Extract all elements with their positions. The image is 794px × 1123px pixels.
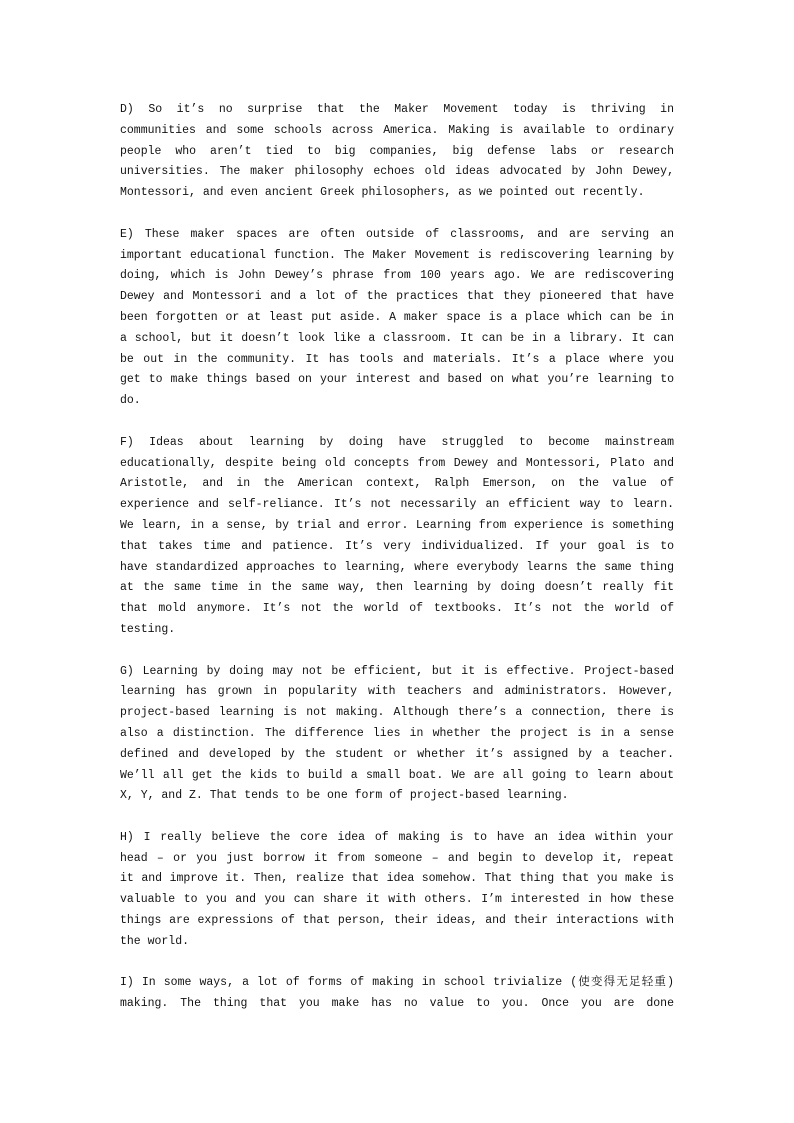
text-line: also a distinction. The difference lies in whether the project is in a sense (120, 726, 674, 740)
text-line: get to make things based on your interest and based on what you’re learning to (120, 373, 674, 387)
text-line: I) In some ways, a lot of forms of making in school trivialize (使变得无足轻重) (120, 976, 674, 990)
paragraph-g (120, 662, 674, 808)
text-line: E) These maker spaces are often outside of classrooms, and are serving an (120, 227, 674, 241)
text-line: valuable to you and you can share it with others. I’m interested in how these (120, 893, 674, 907)
text-line: D) So it’s no surprise that the Maker Movement today is thriving in (120, 103, 674, 116)
text-line: at the same time in the same way, then learning by doing doesn’t really fit (120, 581, 674, 595)
text-line: We’ll all get the kids to build a small boat. We are all going to learn about (120, 768, 674, 782)
text-line: people who aren’t tied to big companies, big defense labs or research (120, 144, 674, 158)
text-line: defined and developed by the student or whether it’s assigned by a teacher. (120, 747, 674, 761)
text-line: been forgotten or at least put aside. A maker space is a place which can be in (120, 310, 674, 324)
text-line: a school, but it doesn’t look like a classroom. It can be in a library. It can (120, 331, 674, 345)
text-line: have standardized approaches to learning, where everybody learns the same thing (120, 560, 674, 574)
text-line: things are expressions of that person, their ideas, and their interactions with (120, 914, 674, 928)
paragraph-f (120, 433, 674, 641)
text-line: project-based learning is not making. Although there’s a connection, there is (120, 706, 674, 720)
text-line: We learn, in a sense, by trial and error. Learning from experience is something (120, 518, 674, 532)
text-line: that mold anymore. It’s not the world of textbooks. It’s not the world of (120, 602, 674, 616)
text-line: testing. (120, 622, 176, 636)
text-line: F) Ideas about learning by doing have struggled to become mainstream (120, 435, 674, 449)
text-line: important educational function. The Maker Movement is rediscovering learning by (120, 248, 674, 262)
text-line: head – or you just borrow it from someone – and begin to develop it, repeat (120, 851, 674, 865)
text-line: that takes time and patience. It’s very individualized. If your goal is to (120, 539, 674, 553)
text-line: do. (120, 394, 141, 408)
text-line: universities. The maker philosophy echoes old ideas advocated by John Dewey, (120, 165, 674, 179)
text-line: be out in the community. It has tools and materials. It’s a place where you (120, 352, 674, 366)
text-line: X, Y, and Z. That tends to be one form of project-based learning. (120, 789, 569, 803)
paragraph-d (120, 100, 674, 204)
paragraph-e (120, 225, 674, 412)
text-line: Aristotle, and in the American context, Ralph Emerson, on the value of (120, 477, 674, 491)
text-line: it and improve it. Then, realize that idea somehow. That thing that you make is (120, 872, 674, 886)
text-line: communities and some schools across America. Making is available to ordinary (120, 123, 674, 137)
text-line: making. The thing that you make has no value to you. Once you are done (120, 997, 674, 1011)
text-line: Dewey and Montessori and a lot of the practices that they pioneered that have (120, 290, 674, 304)
text-line: doing, which is John Dewey’s phrase from 100 years ago. We are rediscovering (120, 269, 674, 283)
text-line: G) Learning by doing may not be efficient, but it is effective. Project-based (120, 664, 674, 678)
text-line: H) I really believe the core idea of making is to have an idea within your (120, 830, 674, 844)
document-page (120, 100, 674, 1036)
paragraph-h (120, 828, 674, 953)
text-line: experience and self-reliance. It’s not necessarily an efficient way to learn. (120, 498, 674, 512)
text-line: Montessori, and even ancient Greek philosophers, as we pointed out recently. (120, 186, 645, 200)
text-line: the world. (120, 934, 190, 948)
text-line: learning has grown in popularity with teachers and administrators. However, (120, 685, 674, 699)
text-line: educationally, despite being old concepts from Dewey and Montessori, Plato and (120, 456, 674, 470)
paragraph-i (120, 973, 674, 1015)
